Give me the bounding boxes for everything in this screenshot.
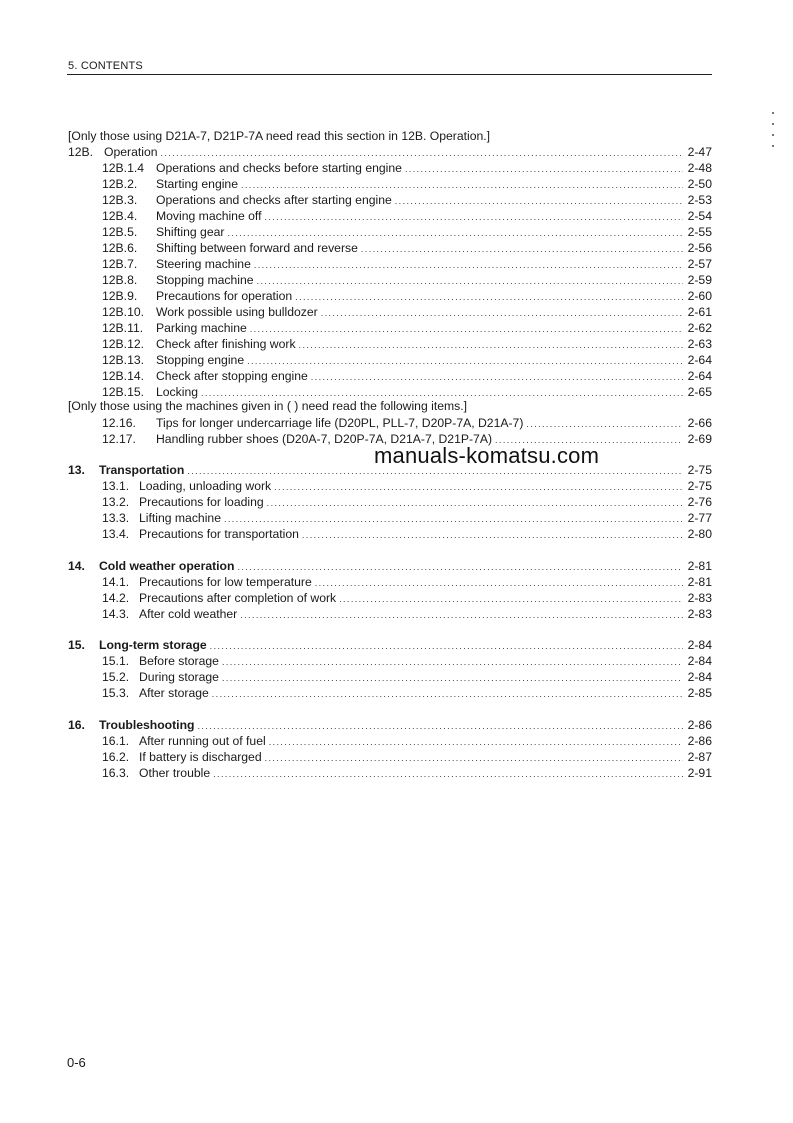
toc-entry-page: 2-83: [687, 607, 712, 621]
toc-entry[interactable]: [102, 527, 712, 543]
toc-entry-page: 2-61: [687, 305, 712, 319]
toc-entry-number: 12B.13.: [102, 353, 145, 367]
toc-entry-page: 2-84: [687, 638, 712, 652]
toc-entry[interactable]: [102, 289, 712, 305]
toc-entry-title: Check after finishing work: [156, 337, 296, 351]
leader-dots: [213, 769, 683, 779]
watermark: manuals-komatsu.com: [374, 443, 600, 468]
toc-entry[interactable]: [102, 225, 712, 241]
toc-section-14[interactable]: [68, 559, 712, 575]
toc-entry-number: 13.1.: [102, 479, 130, 493]
toc-entry-page: 2-48: [687, 161, 712, 175]
toc-entry[interactable]: [102, 193, 712, 209]
toc-section-title: Transportation: [99, 463, 185, 477]
toc-entry-number: 13.2.: [102, 495, 130, 509]
toc-entry-page: 2-55: [687, 225, 712, 239]
toc-entry-title: Precautions for low temperature: [139, 575, 312, 589]
toc-entry[interactable]: [102, 766, 712, 782]
toc-entry-12b[interactable]: [68, 145, 712, 161]
toc-entry-title: After cold weather: [139, 607, 238, 621]
toc-entry-page: 2-81: [687, 559, 712, 573]
toc-entry-number: 16.1.: [102, 734, 130, 748]
toc-entry-number: 16.3.: [102, 766, 130, 780]
toc-entry-number: 12B.6.: [102, 241, 138, 255]
toc-section-title: Troubleshooting: [99, 718, 195, 732]
leader-dots: [197, 721, 683, 731]
header-title: 5. CONTENTS: [68, 60, 143, 72]
toc-entry-number: 12.16.: [102, 416, 136, 430]
toc-entry-page: 2-64: [687, 353, 712, 367]
toc-entry-number: 14.2.: [102, 591, 130, 605]
toc-entry[interactable]: [102, 353, 712, 369]
leader-dots: [212, 689, 683, 699]
toc-entry-page: 2-83: [687, 591, 712, 605]
toc-entry[interactable]: [102, 305, 712, 321]
leader-dots: [237, 562, 683, 572]
leader-dots: [526, 419, 683, 429]
toc-entry-page: 2-69: [687, 432, 712, 446]
leader-dots: [267, 498, 683, 508]
toc-entry[interactable]: [102, 495, 712, 511]
toc-entry[interactable]: [102, 670, 712, 686]
toc-entry-title: Stopping machine: [156, 273, 254, 287]
toc-entry-page: 2-59: [687, 273, 712, 287]
toc-entry-number: 12B.10.: [102, 305, 145, 319]
toc-entry-page: 2-53: [687, 193, 712, 207]
toc-entry-number: 12B.11.: [102, 321, 144, 335]
leader-dots: [240, 610, 683, 620]
toc-entry-number: 12B.5.: [102, 225, 138, 239]
leader-dots: [339, 594, 683, 604]
leader-dots: [254, 260, 683, 270]
toc-entry-number: 16.2.: [102, 750, 130, 764]
toc-entry-number: 12B.2.: [102, 177, 138, 191]
leader-dots: [269, 737, 683, 747]
leader-dots: [187, 466, 683, 476]
toc-entry-title: After running out of fuel: [139, 734, 266, 748]
leader-dots: [227, 228, 683, 238]
toc-entry-page: 2-57: [687, 257, 712, 271]
toc-entry[interactable]: [102, 369, 712, 385]
toc-entry-title: Operations and checks after starting engine: [156, 193, 392, 207]
leader-dots: [224, 514, 683, 524]
toc-entry-title: Shifting gear: [156, 225, 225, 239]
toc-entry[interactable]: [102, 607, 712, 623]
leader-dots: [222, 657, 683, 667]
leader-dots: [302, 530, 683, 540]
toc-entry[interactable]: [102, 337, 712, 353]
toc-entry-title: Lifting machine: [139, 511, 221, 525]
toc-entry-page: 2-60: [687, 289, 712, 303]
toc-entry-page: 2-87: [687, 750, 712, 764]
toc-entry-title: Locking: [156, 385, 199, 399]
toc-entry-title: Operation: [104, 145, 158, 159]
leader-dots: [311, 372, 683, 382]
machines-note: [Only those using the machines given in ( ) need read the following items.]: [68, 399, 468, 413]
toc-entry-number: 15.2.: [102, 670, 130, 684]
toc-entry-title: Parking machine: [156, 321, 247, 335]
margin-marks: [772, 112, 778, 156]
toc-entry[interactable]: [102, 257, 712, 273]
toc-entry-number: 12.17.: [102, 432, 136, 446]
toc-section-number: 15.: [68, 638, 85, 652]
toc-entry-page: 2-80: [687, 527, 712, 541]
leader-dots: [295, 292, 683, 302]
toc-entry-page: 2-91: [687, 766, 712, 780]
leader-dots: [257, 276, 683, 286]
toc-entry[interactable]: [102, 479, 712, 495]
toc-entry-page: 2-81: [687, 575, 712, 589]
toc-entry-number: 14.1.: [102, 575, 130, 589]
toc-entry-number: 12B.9.: [102, 289, 138, 303]
toc-entry-page: 2-56: [687, 241, 712, 255]
toc-entry[interactable]: [102, 734, 712, 750]
toc-entry[interactable]: [102, 161, 712, 177]
toc-entry-number: 12B.15.: [102, 385, 145, 399]
toc-section-number: 14.: [68, 559, 85, 573]
toc-entry[interactable]: [102, 686, 712, 702]
toc-entry-title: After storage: [139, 686, 209, 700]
toc-entry-title: Precautions for loading: [139, 495, 264, 509]
toc-entry-page: 2-76: [687, 495, 712, 509]
toc-entry[interactable]: [102, 654, 712, 670]
toc-entry-title: Precautions for operation: [156, 289, 293, 303]
toc-entry-number: 13.3.: [102, 511, 130, 525]
toc-entry-title: Work possible using bulldozer: [156, 305, 318, 319]
leader-dots: [264, 212, 683, 222]
toc-entry[interactable]: [102, 273, 712, 289]
toc-entry[interactable]: [102, 321, 712, 337]
toc-entry-number: 15.3.: [102, 686, 130, 700]
toc-entry-number: 12B.8.: [102, 273, 138, 287]
toc-entry-number: 13.4.: [102, 527, 130, 541]
toc-entry-title: Shifting between forward and reverse: [156, 241, 358, 255]
toc-entry-title: Steering machine: [156, 257, 251, 271]
leader-dots: [405, 164, 683, 174]
toc-entry-number: 12B.12.: [102, 337, 145, 351]
leader-dots: [161, 148, 683, 158]
toc-entry-page: 2-86: [687, 718, 712, 732]
leader-dots: [250, 324, 683, 334]
toc-section-13[interactable]: [68, 463, 712, 479]
toc-entry-number: 12B.3.: [102, 193, 138, 207]
toc-entry-page: 2-84: [687, 654, 712, 668]
toc-entry-page: 2-66: [687, 416, 712, 430]
toc-section-number: 16.: [68, 718, 85, 732]
toc-entry[interactable]: [102, 241, 712, 257]
leader-dots: [247, 356, 683, 366]
toc-entry-number: 12B.1.4: [102, 161, 145, 175]
toc-entry-title: Starting engine: [156, 177, 238, 191]
leader-dots: [274, 482, 683, 492]
toc-entry-title: Handling rubber shoes (D20A-7, D20P-7A, D21A-7, D21P-7A): [156, 432, 493, 446]
leader-dots: [395, 196, 683, 206]
toc-entry-page: 2-77: [687, 511, 712, 525]
toc-entry-number: 12B.4.: [102, 209, 138, 223]
toc-entry-page: 2-50: [687, 177, 712, 191]
toc-entry-page: 2-54: [687, 209, 712, 223]
toc-entry[interactable]: [102, 209, 712, 225]
leader-dots: [222, 673, 683, 683]
leader-dots: [241, 180, 683, 190]
toc-entry-number: 14.3.: [102, 607, 130, 621]
toc-entry[interactable]: [102, 177, 712, 193]
leader-dots: [210, 641, 683, 651]
toc-entry-number: 15.1.: [102, 654, 130, 668]
toc-section-16[interactable]: [68, 718, 712, 734]
toc-entry-title: If battery is discharged: [139, 750, 262, 764]
toc-entry-page: 2-65: [687, 385, 712, 399]
toc-entry-page: 2-63: [687, 337, 712, 351]
toc-section-15[interactable]: [68, 638, 712, 654]
toc-entry[interactable]: [102, 750, 712, 766]
toc-entry-title: Loading, unloading work: [139, 479, 272, 493]
toc-entry-title: Stopping engine: [156, 353, 245, 367]
toc-entry-page: 2-85: [687, 686, 712, 700]
toc-entry-title: Moving machine off: [156, 209, 262, 223]
toc-entry-page: 2-84: [687, 670, 712, 684]
leader-dots: [361, 244, 683, 254]
leader-dots: [315, 578, 683, 588]
toc-entry-title: Check after stopping engine: [156, 369, 308, 383]
toc-entry-page: 2-75: [687, 463, 712, 477]
toc-entry-page: 2-86: [687, 734, 712, 748]
toc-entry-page: 2-47: [687, 145, 712, 159]
toc-entry-page: 2-64: [687, 369, 712, 383]
footer-page-number: 0-6: [67, 1055, 86, 1070]
toc-entry-title: Tips for longer undercarriage life (D20PL, PLL-7, D20P-7A, D21A-7): [156, 416, 524, 430]
toc-entry[interactable]: [102, 416, 712, 432]
leader-dots: [299, 340, 683, 350]
toc-section-title: Long-term storage: [99, 638, 207, 652]
leader-dots: [265, 753, 683, 763]
operation-note: [Only those using D21A-7, D21P-7A need read this section in 12B. Operation.]: [68, 129, 491, 143]
toc-entry[interactable]: [102, 591, 712, 607]
toc-entry-number: 12B.: [68, 145, 94, 159]
leader-dots: [321, 308, 683, 318]
toc-entry-title: Operations and checks before starting engine: [156, 161, 402, 175]
toc-section-number: 13.: [68, 463, 85, 477]
toc-entry-number: 12B.14.: [102, 369, 145, 383]
toc-entry-title: During storage: [139, 670, 219, 684]
toc-entry[interactable]: [102, 511, 712, 527]
toc-entry-title: Before storage: [139, 654, 219, 668]
toc-section-title: Cold weather operation: [99, 559, 235, 573]
toc-entry-page: 2-75: [687, 479, 712, 493]
leader-dots: [201, 388, 683, 398]
toc-entry-number: 12B.7.: [102, 257, 138, 271]
toc-entry-title: Other trouble: [139, 766, 211, 780]
toc-entry-page: 2-62: [687, 321, 712, 335]
header-rule: [67, 74, 712, 75]
toc-entry-title: Precautions after completion of work: [139, 591, 337, 605]
toc-entry[interactable]: [102, 575, 712, 591]
toc-entry-title: Precautions for transportation: [139, 527, 299, 541]
